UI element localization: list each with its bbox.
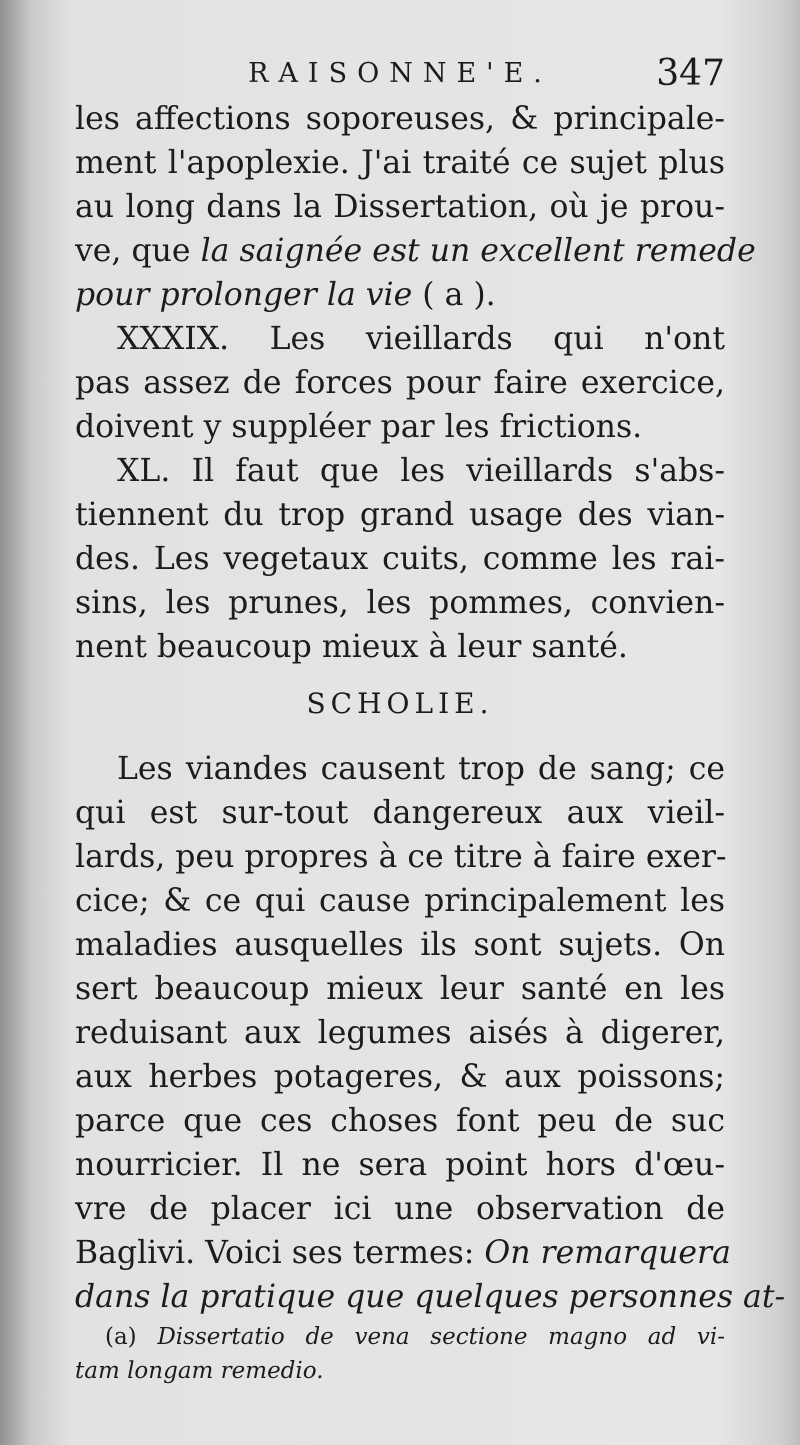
section-heading: SCHOLIE. <box>306 687 494 720</box>
text-line: aux herbes potageres, & aux poissons; <box>75 1059 725 1095</box>
text-line: cice; & ce qui cause principalement les <box>75 883 725 919</box>
footnote-line: (a) Dissertatio de vena sectione magno ad vi- <box>105 1324 725 1350</box>
text-line: maladies ausquelles ils sont sujets. On <box>75 927 725 963</box>
text-line: au long dans la Dissertation, où je prou- <box>75 189 725 225</box>
footnote-title: tam longam remedio. <box>75 1358 324 1384</box>
text-line: des. Les vegetaux cuits, comme les rai- <box>75 541 725 577</box>
text-line: nourricier. Il ne sera point hors d'œu- <box>75 1147 725 1183</box>
footnote-title: Dissertatio de vena sectione magno ad vi- <box>157 1324 725 1350</box>
article-xl-line: XL. Il faut que les vieillards s'abs- <box>117 453 725 489</box>
scholie-first-line: Les viandes causent trop de sang; ce <box>117 751 725 787</box>
text-line: ment l'apoplexie. J'ai traité ce sujet plus <box>75 145 725 181</box>
italic-phrase: pour prolonger la vie <box>75 277 413 313</box>
italic-phrase: la saignée est un excellent remede <box>200 233 756 269</box>
text-line: les affections soporeuses, & principale- <box>75 101 725 137</box>
text-line: ve, que la saignée est un excellent remede <box>75 233 756 269</box>
text-line <box>75 1275 786 1319</box>
italic-phrase: dans la pratique que quelques personnes at- <box>75 1279 786 1315</box>
running-title: RAISONNE'E. <box>248 58 552 89</box>
footnote <box>75 1320 725 1388</box>
text-line: parce que ces choses font peu de suc <box>75 1103 725 1139</box>
text-line: doivent y suppléer par les frictions. <box>75 409 643 445</box>
italic-phrase: On remarquera <box>484 1235 731 1271</box>
article-xxxix-line: XXXIX. Les vieillards qui n'ont <box>117 321 725 357</box>
text-line: sert beaucoup mieux leur santé en les <box>75 971 725 1007</box>
text-line: lards, peu propres à ce titre à faire exer- <box>75 839 727 875</box>
text-line: vre de placer ici une observation de <box>75 1191 725 1227</box>
text-line: reduisant aux legumes aisés à digerer, <box>75 1015 725 1051</box>
text-line: Baglivi. Voici ses termes: On remarquera <box>75 1235 731 1271</box>
text-line: sins, les prunes, les pommes, convien- <box>75 585 725 621</box>
footnote-line <box>75 1354 725 1388</box>
text-line: tiennent du trop grand usage des vian- <box>75 497 725 533</box>
text-line: pas assez de forces pour faire exercice, <box>75 365 725 401</box>
text-line: nent beaucoup mieux à leur santé. <box>75 629 628 665</box>
text-line: qui est sur-tout dangereux aux vieil- <box>75 795 725 831</box>
page-number: 347 <box>656 53 725 94</box>
text-line: pour prolonger la vie ( a ). <box>75 277 496 313</box>
main-text <box>75 97 786 1319</box>
page-header <box>75 52 725 96</box>
